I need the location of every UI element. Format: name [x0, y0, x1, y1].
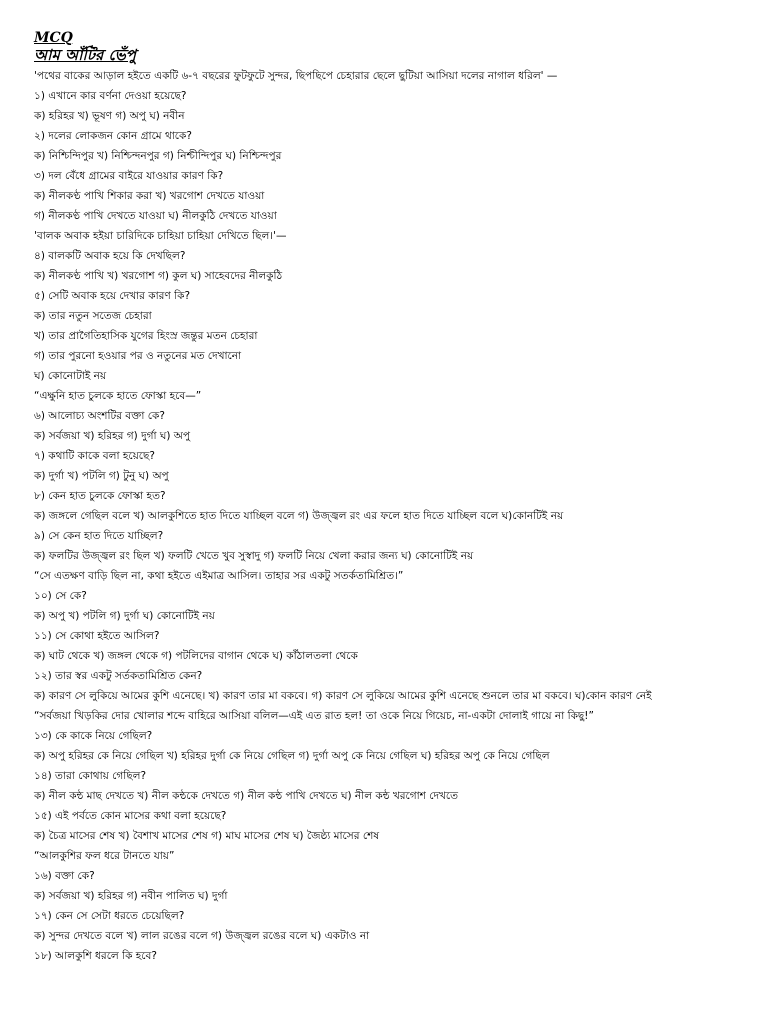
option-line: ক) জঙ্গলে গেছিল বলে খ) আলকুশিতে হাত দিতে যাচ্ছিল বলে গ) উজ্জ্বল রং এর ফলে হাত দিতে যাচ্ছিল বলে ঘ)কোনটিই নয়	[34, 510, 564, 522]
option-line: ক) নিশ্চিন্দিপুর খ) নিশ্চিন্দনপুর গ) নিশ্চীন্দিপুর ঘ) নিশ্চিন্দপুর	[34, 150, 282, 162]
question-line: ৬) আলোচ্য অংশটির বক্তা কে?	[34, 410, 165, 422]
option-line: ক) সুন্দর দেখতে বলে খ) লাল রঙের বলে গ) উজ্জ্বল রঙের বলে ঘ) একটাও না	[34, 930, 370, 942]
quote-line: “এক্ষুনি হাত চুলকে হাতে ফোস্কা হবে—”	[34, 390, 202, 402]
option-line: গ) তার পুরনো হওয়ার পর ও নতুনের মত দেখানো	[34, 350, 242, 362]
option-line: ক) হরিহর খ) ভূষণ গ) অপু ঘ) নবীন	[34, 110, 185, 122]
question-line: ২) দলের লোকজন কোন গ্রামে থাকে?	[34, 130, 192, 142]
quote-line: “সর্বজয়া খিড়কির দোর খোলার শব্দে বাহিরে আসিয়া বলিল—এই এত রাত হল! তা ওকে নিয়ে গিয়েচ, না-একটা দোলাই গায়ে না কিছু!”	[34, 710, 594, 722]
option-line: ক) কারণ সে লুকিয়ে আমের কুশি এনেছে। খ) কারণ তার মা বকবে। গ) কারণ সে লুকিয়ে আমের কুশি এনেছে শুনলে তার মা বকবে। ঘ)কোন কারণ নেই	[34, 690, 652, 702]
option-line: ক) ঘাট থেকে খ) জঙ্গল থেকে গ) পটলিদের বাগান থেকে ঘ) কাঁঠালতলা থেকে	[34, 650, 358, 662]
option-line: ক) দুর্গা খ) পটলি গ) টুনু ঘ) অপু	[34, 470, 169, 482]
option-line: ক) সর্বজয়া খ) হরিহর গ) নবীন পালিত ঘ) দুর্গা	[34, 890, 228, 902]
option-line: ক) সর্বজয়া খ) হরিহর গ) দুর্গা ঘ) অপু	[34, 430, 191, 442]
question-line: ৪) বালকটি অবাক হয়ে কি দেখছিল?	[34, 250, 186, 262]
option-line: ক) চৈত্র মাসের শেষ খ) বৈশাখ মাসের শেষ গ) মাঘ মাসের শেষ ঘ) জৈষ্ঠ্য মাসের শেষ	[34, 830, 380, 842]
option-line: ক) ফলটির উজ্জ্বল রং ছিল খ) ফলটি খেতে খুব সুস্বাদু গ) ফলটি নিয়ে খেলা করার জন্য ঘ) কোনোটিই নয়	[34, 550, 474, 562]
question-line: ১) এখানে কার বর্ণনা দেওয়া হয়েছে?	[34, 90, 187, 102]
option-line: ক) নীল কন্ঠ মাছ দেখতে খ) নীল কন্ঠকে দেখতে গ) নীল কন্ঠ পাখি দেখতে ঘ) নীল কন্ঠ খরগোশ দেখতে	[34, 790, 458, 802]
quote-line: 'বালক অবাক হইয়া চারিদিকে চাহিয়া চাহিয়া দেখিতে ছিল।'—	[34, 230, 287, 242]
option-line: ঘ) কোনোটাই নয়	[34, 370, 107, 382]
document-page	[34, 30, 744, 966]
question-list	[34, 66, 744, 966]
question-line: ১৫) এই পর্বতে কোন মাসের কথা বলা হয়েছে?	[34, 810, 227, 822]
option-line: ক) অপু খ) পটলি গ) দুর্গা ঘ) কোনোটিই নয়	[34, 610, 215, 622]
question-line: ১০) সে কে?	[34, 590, 87, 602]
question-line: ৩) দল বেঁধে গ্রামের বাইরে যাওয়ার কারণ কি?	[34, 170, 224, 182]
question-line: ১১) সে কোথা হইতে আসিল?	[34, 630, 160, 642]
question-line: ৮) কেন হাত চুলকে ফোস্কা হত?	[34, 490, 166, 502]
quote-line: “আলকুশির ফল ধরে টানতে যায়”	[34, 850, 175, 862]
option-line: ক) নীলকণ্ঠ পাখি খ) খরগোশ গ) কুল ঘ) সাহেবদের নীলকুঠি	[34, 270, 283, 282]
question-line: ১৮) আলকুশি ধরলে কি হবে?	[34, 950, 157, 962]
option-line: খ) তার প্রাগৈতিহাসিক যুগের হিংস্র জন্তুর মতন চেহারা	[34, 330, 258, 342]
question-line: ৯) সে কেন হাত দিতে যাচ্ছিল?	[34, 530, 164, 542]
question-line: ১৪) তারা কোথায় গেছিল?	[34, 770, 147, 782]
question-line: ১৭) কেন সে সেটা ধরতে চেয়েছিল?	[34, 910, 185, 922]
option-line: ক) তার নতুন সতেজ চেহারা	[34, 310, 152, 322]
question-line: ১৬) বক্তা কে?	[34, 870, 95, 882]
chapter-title: আম আঁটির ভেঁপু	[34, 46, 136, 64]
question-line: ১২) তার স্বর একটু সর্তকতামিশ্রিত কেন?	[34, 670, 203, 682]
option-line: গ) নীলকণ্ঠ পাখি দেখতে যাওয়া ঘ) নীলকুঠি দেখতে যাওয়া	[34, 210, 277, 222]
option-line: ক) অপু হরিহর কে নিয়ে গেছিল খ) হরিহর দুর্গা কে নিয়ে গেছিল গ) দুর্গা অপু কে নিয়ে গেছিল ঘ) হরিহর অপু কে নিয়ে গেছিল	[34, 750, 550, 762]
question-line: ৫) সেটি অবাক হয়ে দেখার কারণ কি?	[34, 290, 191, 302]
quote-line: 'পথের বাকের আড়াল হইতে একটি ৬-৭ বছরের ফুটফুটে সুন্দর, ছিপছিপে চেহারার ছেলে ছুটিয়া আসিয়া দলের নাগাল ধরিল' —	[34, 70, 558, 82]
option-line: ক) নীলকণ্ঠ পাখি শিকার করা খ) খরগোশ দেখতে যাওয়া	[34, 190, 265, 202]
question-line: ৭) কথাটি কাকে বলা হয়েছে?	[34, 450, 155, 462]
quote-line: “সে এতক্ষণ বাড়ি ছিল না, কথা হইতে এইমাত্র আসিল। তাহার সর একটু সতর্কতামিশ্রিত।”	[34, 570, 404, 582]
question-line: ১৩) কে কাকে নিয়ে গেছিল?	[34, 730, 153, 742]
mcq-heading: MCQ	[34, 30, 73, 46]
